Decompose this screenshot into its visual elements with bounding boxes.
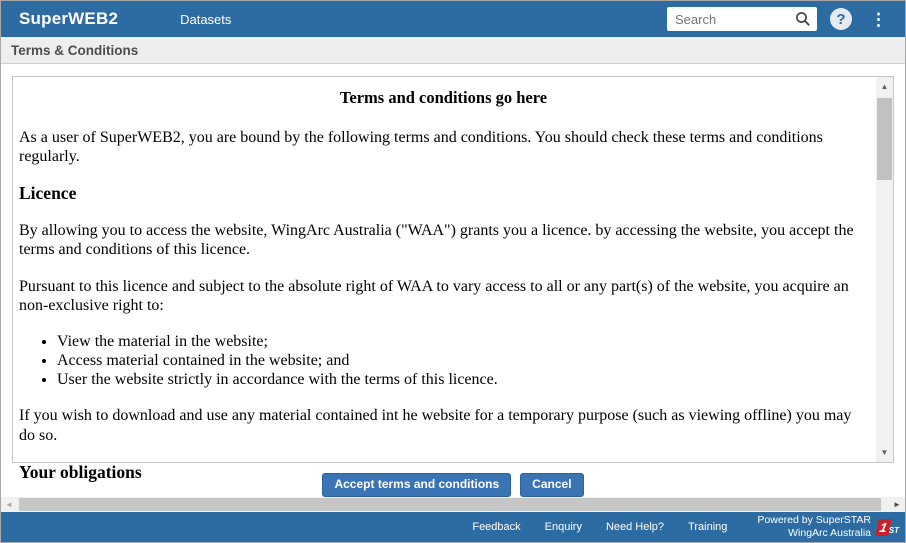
main-area: [1, 64, 905, 497]
vertical-scrollbar-thumb[interactable]: [877, 98, 892, 180]
help-button[interactable]: [830, 8, 852, 30]
help-icon: ?: [836, 10, 846, 28]
terms-paragraph: Pursuant to this licence and subject to the absolute right of WAA to vary access to all or any part(s) of the website, you acquire an non-exclusive right to:: [19, 277, 849, 314]
terms-heading: Licence: [19, 183, 77, 204]
search-icon[interactable]: [795, 11, 811, 27]
superstar-logo-one: 1: [875, 519, 892, 536]
footer-bar: [1, 512, 905, 542]
footer-link-training[interactable]: Training: [688, 521, 728, 533]
powered-by-text: [757, 514, 871, 540]
superstar-logo-st: ST: [888, 525, 899, 535]
terms-paragraph: If you wish to download and use any material contained int he website for a temporary purpose (such as viewing offline) you may do so.: [19, 407, 852, 444]
superweb2-logo[interactable]: SuperWEB2: [19, 9, 119, 28]
search-box[interactable]: [667, 7, 817, 31]
top-bar: [1, 1, 905, 37]
nav-item-datasets[interactable]: Datasets: [180, 11, 232, 27]
powered-by-line2: WingArc Australia: [788, 527, 871, 539]
footer-link-feedback[interactable]: Feedback: [472, 521, 521, 533]
terms-paragraph: As a user of SuperWEB2, you are bound by the following terms and conditions. You should check these terms and conditions regularly.: [19, 128, 823, 165]
scrollbar-down-arrow-icon[interactable]: ▼: [880, 448, 889, 457]
horizontal-scrollbar[interactable]: [1, 497, 905, 512]
terms-paragraph: By allowing you to access the website, WingArc Australia ("WAA") grants you a licence. by accessing the website, you accept the terms and conditions of this licence.: [19, 222, 854, 259]
vertical-scrollbar[interactable]: [876, 77, 893, 462]
search-input[interactable]: [675, 12, 795, 27]
terms-list-item: • Access material contained in the website; and: [57, 351, 868, 370]
page-title: Terms & Conditions: [11, 42, 139, 58]
superstar-logo: [877, 519, 899, 536]
terms-heading: Your obligations: [19, 461, 142, 482]
cancel-button[interactable]: Cancel: [520, 473, 583, 497]
kebab-menu-button[interactable]: [866, 9, 891, 30]
horizontal-scrollbar-thumb[interactable]: [19, 498, 881, 511]
terms-list-item: • User the website strictly in accordance with the terms of this licence.: [57, 370, 868, 389]
page-title-bar: [1, 37, 905, 64]
powered-by-line1: Powered by SuperSTAR: [757, 513, 871, 526]
footer-links: [472, 521, 727, 533]
terms-content-box: [12, 76, 894, 482]
more-options-icon: ⋮: [870, 9, 887, 29]
footer-link-enquiry[interactable]: Enquiry: [544, 521, 582, 533]
terms-blocks: [13, 77, 876, 482]
hscroll-left-arrow-icon[interactable]: ◄: [5, 500, 13, 509]
scrollbar-up-arrow-icon[interactable]: ▲: [880, 82, 889, 91]
hscroll-right-arrow-icon[interactable]: ►: [893, 500, 901, 509]
terms-heading: Terms and conditions go here: [339, 88, 548, 107]
footer-link-need-help[interactable]: Need Help?: [605, 521, 665, 533]
terms-list-item: • View the material in the website;: [57, 332, 868, 351]
terms-list: [19, 332, 868, 390]
accept-terms-button[interactable]: Accept terms and conditions: [322, 473, 511, 497]
